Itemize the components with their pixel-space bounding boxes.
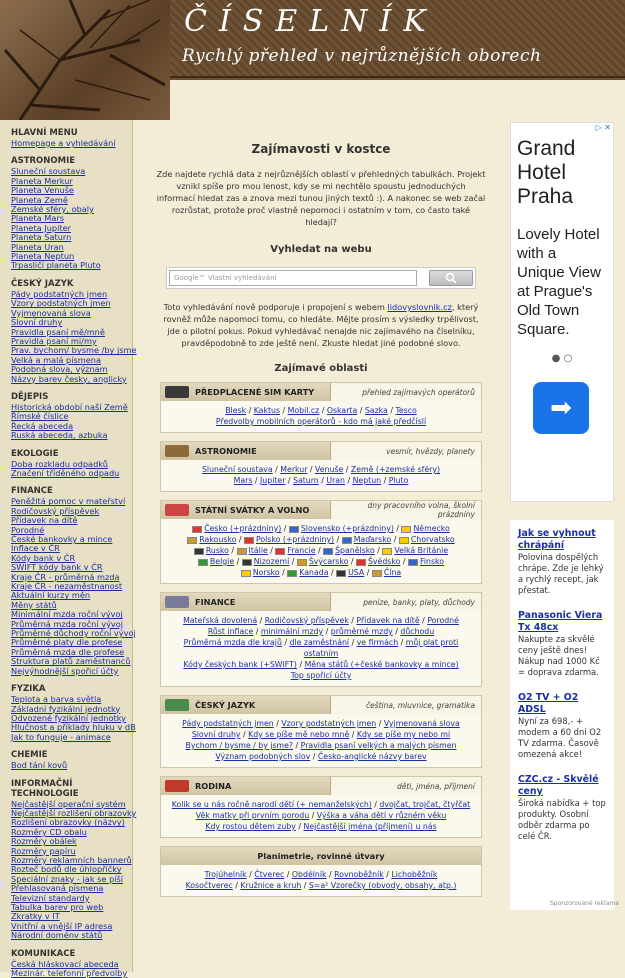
area-link[interactable]: Venuše xyxy=(315,465,344,474)
geometry-links xyxy=(161,865,481,896)
link-row: Pády podstatných jmen / Vzory podstatných jmen / Vyjmenovaná slova xyxy=(182,719,460,728)
area-link[interactable]: Čína xyxy=(383,568,402,577)
sidebar-link[interactable]: Planeta Merkur xyxy=(11,175,73,186)
text-ad-description: Široká nabídka + top produkty. Osobní odběr zdarma po celé ČR. xyxy=(518,798,606,841)
area-link[interactable]: Výška a váha dětí v různém věku xyxy=(316,811,447,820)
area-link[interactable]: Pluto xyxy=(388,476,409,485)
area-box-label[interactable] xyxy=(161,383,331,401)
area-box-description: dny pracovního volna, školní prázdniny xyxy=(367,501,475,519)
sidebar-link[interactable]: Planeta Venuše xyxy=(11,185,74,196)
ads-footer: Sponzorované reklama xyxy=(550,900,619,907)
flag-icon xyxy=(244,537,254,544)
sidebar-link[interactable]: Homepage a vyhledávání xyxy=(11,138,116,148)
area-link[interactable]: Belgie xyxy=(209,557,235,566)
sidebar-link[interactable]: Planeta Saturn xyxy=(11,232,72,243)
link-row: Průměrná mzda dle krajů / dle zaměstnání / ve firmách / můj plat proti ostatním xyxy=(183,638,459,658)
area-box-title[interactable]: PŘEDPLACENÉ SIM KARTY xyxy=(195,387,315,397)
area-link[interactable]: Saturn xyxy=(293,476,319,485)
area-link[interactable]: Kódy českých bank (+SWIFT) xyxy=(183,660,297,669)
sidebar-heading: FYZIKA xyxy=(11,684,46,695)
category-icon xyxy=(165,445,189,457)
category-icon xyxy=(165,504,189,516)
geometry-link[interactable]: Kosočtverec xyxy=(185,881,233,890)
sidebar-link[interactable]: Rozměry papíru xyxy=(11,845,76,856)
sidebar-link[interactable]: Průměrné platy dle profese xyxy=(11,637,123,648)
flag-icon xyxy=(192,526,202,533)
area-link[interactable]: Význam podobných slov xyxy=(215,752,311,761)
area-link[interactable]: Česko-anglické názvy barev xyxy=(317,752,427,761)
area-link[interactable]: Mars xyxy=(233,476,253,485)
sidebar-link[interactable]: Rozteč bodů dle úhlopříčky xyxy=(11,864,122,875)
area-box xyxy=(160,776,482,838)
area-link[interactable]: Mobil.cz xyxy=(287,406,320,415)
flag-icon xyxy=(323,548,333,555)
sidebar-link[interactable]: Rozměry CD obalu xyxy=(11,826,87,837)
sidebar-heading: DĚJEPIS xyxy=(11,391,49,402)
link-row: Rusko / Itálie / Francie / Španělsko / Velká Británie xyxy=(167,545,475,556)
flag-icon xyxy=(336,570,346,577)
flag-icon xyxy=(382,548,392,555)
area-boxes xyxy=(148,382,494,838)
area-link[interactable]: Rusko xyxy=(205,546,229,555)
area-box xyxy=(160,382,482,433)
flag-icon xyxy=(289,526,299,533)
area-box-header xyxy=(161,501,481,519)
sidebar-link[interactable]: Aktuální kurzy měn xyxy=(11,590,91,601)
sidebar-link[interactable]: Základní fyzikální jednotky xyxy=(11,703,121,714)
area-link[interactable]: důchodu xyxy=(400,627,435,636)
sidebar-link[interactable]: SWIFT kódy bank v ČR xyxy=(11,562,103,573)
flag-icon xyxy=(198,559,208,566)
intro-text: Zde najdete rychlá data z nejrůznějších oblastí v přehledných tabulkách. Projekt vznikl spíše pro mou lenost, kdy se mi nechtělo spoustu jednoduchých informací hledat zas a znova mezi tunou jiných textů :). A nakonec se web začal rozrůstat, protože proč vlastně nepomoci i ostatním v tom, co často také hledají? xyxy=(156,169,486,227)
area-link[interactable]: Top spořicí účty xyxy=(290,671,352,680)
sidebar-link[interactable]: Nejčastější rozlišení obrazovky xyxy=(11,807,137,818)
link-row: Mars / Jupiter / Saturn / Uran / Neptun / Pluto xyxy=(233,476,409,485)
text-ad-title[interactable]: Panasonic Viera Tx 48cx xyxy=(518,610,603,633)
search-note-part: Toto vyhledávání nově podporuje i propojení s webem xyxy=(163,302,388,312)
sidebar-link[interactable]: Peněžitá pomoc v mateřství xyxy=(11,496,126,507)
area-box xyxy=(160,592,482,687)
area-box xyxy=(160,441,482,492)
area-box-header xyxy=(161,442,481,460)
sidebar-heading: ASTRONOMIE xyxy=(11,156,76,167)
sidebar-link[interactable]: Nejvýhodnější spořicí účty xyxy=(11,665,119,676)
sidebar-link[interactable]: Sluneční soustava xyxy=(11,166,86,177)
area-link[interactable]: Španělsko xyxy=(335,546,375,555)
flag-icon xyxy=(237,548,247,555)
sidebar-link[interactable]: Podobná slova, význam xyxy=(11,364,108,375)
sidebar-link[interactable]: Mezinár. telefonní předvolby xyxy=(11,968,128,978)
sidebar-link[interactable]: Planeta Uran xyxy=(11,241,64,252)
ad-headline[interactable]: Grand Hotel Praha xyxy=(517,137,576,208)
link-row: Bychom / bysme / by jsme? / Pravidla psaní velkých a malých písmen xyxy=(185,741,457,750)
area-box-description: přehled zajímavých operátorů xyxy=(362,387,475,397)
link-row: Blesk / Kaktus / Mobil.cz / Oskarta / Sazka / Tesco xyxy=(225,406,417,415)
area-link[interactable]: Rodičovský příspěvek xyxy=(264,616,349,625)
flag-icon xyxy=(408,559,418,566)
link-row: Trojúhelník / Čtverec / Obdélník / Rovnoběžník / Lichoběžník xyxy=(204,870,438,879)
area-box-title[interactable]: ČESKÝ JAZYK xyxy=(195,700,256,710)
area-box-title[interactable]: ASTRONOMIE xyxy=(195,446,257,456)
link-row xyxy=(167,670,475,681)
sidebar-section xyxy=(11,278,137,384)
display-ad[interactable] xyxy=(510,122,614,502)
area-box-links xyxy=(161,714,481,767)
sidebar-link[interactable]: Speciální znaky - jak se píší xyxy=(11,873,124,884)
sidebar-section xyxy=(11,684,136,742)
area-link[interactable]: Jupiter xyxy=(260,476,286,485)
sidebar-link[interactable]: Teplota a barva světla xyxy=(11,694,102,705)
area-link[interactable]: Pravidla psaní velkých a malých písmen xyxy=(300,741,457,750)
area-link[interactable]: Nizozemí xyxy=(253,557,290,566)
area-box xyxy=(160,500,482,584)
area-box-header xyxy=(161,777,481,795)
header-strip xyxy=(170,80,625,120)
area-link[interactable]: Merkur xyxy=(280,465,308,474)
area-link[interactable]: Mateřská dovolená xyxy=(183,616,258,625)
category-icon xyxy=(165,780,189,792)
area-box-links xyxy=(161,460,481,491)
sidebar-heading: ČESKÝ JAZYK xyxy=(11,278,74,289)
flag-icon xyxy=(187,537,197,544)
sidebar-link[interactable]: Rodičovský příspěvek xyxy=(11,505,100,516)
area-box-description: čeština, mluvnice, gramatika xyxy=(365,700,475,710)
sidebar-link[interactable]: Kraje ČR - průměrná mzda xyxy=(11,571,120,582)
link-row: Kosočtverec / Kružnice a kruh / S=a² Vzorečky (obvody, obsahy, atp.) xyxy=(185,881,457,890)
text-ad-description: Nakupte za skvělé ceny ještě dnes! Nákup nad 1000 Kč = doprava zdarma. xyxy=(518,634,600,677)
sidebar-link[interactable]: Přídavek na dítě xyxy=(11,515,78,526)
area-link[interactable]: Kanada xyxy=(299,568,329,577)
area-link[interactable]: Kdy se píše my nebo mi xyxy=(356,730,451,739)
site-subtitle: Rychlý přehled v nejrůznějších oborech xyxy=(182,46,542,66)
sidebar-link[interactable]: Vnitřní a vnější IP adresa xyxy=(11,920,113,931)
sidebar-link[interactable]: Planeta Neptun xyxy=(11,251,75,262)
tree-header-image xyxy=(0,0,170,120)
link-row: Slovní druhy / Kdy se píše mě nebo mně / Kdy se píše my nebo mi xyxy=(191,730,451,739)
sidebar-link[interactable]: Pravidla psaní mi/my xyxy=(11,335,97,346)
area-link[interactable]: Měna států (+české bankovky a mince) xyxy=(304,660,459,669)
area-link[interactable]: Francie xyxy=(287,546,316,555)
area-link[interactable]: Přídavek na dítě xyxy=(356,616,420,625)
geometry-link[interactable]: Obdélník xyxy=(291,870,327,879)
link-row: Význam podobných slov / Česko-anglické názvy barev xyxy=(215,752,427,761)
sidebar-link[interactable]: Průměrné důchody roční vývoj xyxy=(11,628,136,639)
area-box-title[interactable]: FINANCE xyxy=(195,597,236,607)
sidebar-link[interactable]: Minimální mzda roční vývoj xyxy=(11,609,123,620)
main-content xyxy=(148,120,494,972)
area-link[interactable]: Maďarsko xyxy=(353,535,392,544)
flag-icon xyxy=(372,570,382,577)
area-link[interactable]: Bychom / bysme / by jsme? xyxy=(185,741,294,750)
sidebar-link[interactable]: Kódy bank v ČR xyxy=(11,552,76,563)
area-box-label[interactable] xyxy=(161,442,331,460)
area-box-label[interactable] xyxy=(161,696,331,714)
geometry-link[interactable]: Lichoběžník xyxy=(391,870,438,879)
sidebar-link[interactable]: Jak to funguje - animace xyxy=(11,731,111,742)
sidebar-link[interactable]: Slovní druhy xyxy=(11,317,63,328)
link-row: Mateřská dovolená / Rodičovský příspěvek / Přídavek na dítě / Porodné xyxy=(183,616,459,625)
title-banner xyxy=(170,0,625,78)
area-box-header xyxy=(161,696,481,714)
area-box-header xyxy=(161,383,481,401)
area-link[interactable]: Neptun xyxy=(352,476,382,485)
sidebar-link[interactable]: Planeta Mars xyxy=(11,213,64,224)
area-box-label[interactable] xyxy=(161,593,331,611)
intro-title: Zajímavosti v kostce xyxy=(251,142,391,156)
sidebar-link[interactable]: Doba rozkladu odpadků xyxy=(11,458,108,469)
sidebar-link[interactable]: Značení tříděného odpadu xyxy=(11,467,120,478)
area-box-title[interactable]: STÁTNÍ SVÁTKY A VOLNO xyxy=(195,505,310,515)
area-link[interactable]: Chorvatsko xyxy=(410,535,455,544)
sidebar-link[interactable]: Zkratky v IT xyxy=(11,911,60,922)
area-link[interactable]: ve firmách xyxy=(356,638,399,647)
area-link[interactable]: Česko (+prázdniny) xyxy=(204,524,282,533)
sidebar-link[interactable]: Průměrná mzda dle profese xyxy=(11,646,125,657)
area-box-title[interactable]: RODINA xyxy=(195,781,232,791)
ad-carousel-dots[interactable]: ● ○ xyxy=(551,353,573,364)
sidebar-link[interactable]: Národní doménv států xyxy=(11,930,103,941)
sidebar-link[interactable]: Kraje ČR - nezaměstnanost xyxy=(11,581,123,592)
geometry-link[interactable]: Trojúhelník xyxy=(204,870,247,879)
sidebar-link[interactable]: Vzory podstatných jmen xyxy=(11,298,111,309)
search-note-part: , který rovněž může napomoci tomu, co hledáte. Mějte prosím s výsledky trpělivost, jde o pilotní pokus. Pokud vyhledávač nenajde nic zajímavého na číselníku, pravděpodobně to zde ještě není. Zkuste hledat jiné podobné slovo. xyxy=(163,302,479,348)
sidebar-link[interactable]: Tabulka barev pro web xyxy=(11,902,104,912)
link-row: Česko (+prázdniny) / Slovensko (+prázdniny) / Německo xyxy=(167,523,475,534)
area-link[interactable]: minimální mzdy xyxy=(260,627,324,636)
category-icon xyxy=(165,386,189,398)
sidebar-section xyxy=(11,449,132,479)
sidebar-link[interactable]: Nejčastější operační systém xyxy=(11,798,126,809)
sidebar-link[interactable]: Bod tání kovů xyxy=(11,760,68,771)
sidebar-link[interactable]: Velká a malá písmena xyxy=(11,354,101,365)
area-link[interactable]: Kaktus xyxy=(253,406,281,415)
area-link[interactable]: Sluneční soustava xyxy=(201,465,273,474)
sidebar-heading: FINANCE xyxy=(11,486,53,497)
area-link[interactable]: Sazka xyxy=(364,406,388,415)
link-row: Sluneční soustava / Merkur / Venuše / Země (+zemské sféry) xyxy=(201,465,441,474)
area-link[interactable]: Kdy se píše mě nebo mně xyxy=(248,730,350,739)
sidebar-link[interactable]: Planeta Země xyxy=(11,194,68,205)
text-ad-title[interactable]: Jak se vyhnout chrápání xyxy=(518,528,596,551)
area-link[interactable]: Kolik se u nás ročně narodí dětí (+ nemanželských) xyxy=(171,800,372,809)
page-header xyxy=(0,0,625,120)
area-link[interactable]: Předvolby mobilních operátorů - kdo má jaké předčíslí xyxy=(215,417,427,426)
area-link[interactable]: Velká Británie xyxy=(394,546,449,555)
sidebar-section xyxy=(11,486,136,676)
area-link[interactable]: Slovensko (+prázdniny) xyxy=(300,524,394,533)
sidebar-link[interactable]: Hlučnost a příklady hluku v dB xyxy=(11,722,136,733)
sidebar-link[interactable]: Měny států xyxy=(11,599,57,610)
area-box-description: vesmír, hvězdy, planety xyxy=(386,446,475,456)
text-ads xyxy=(510,520,614,910)
sidebar-link[interactable]: Inflace v ČR xyxy=(11,543,60,554)
area-link[interactable]: Nejčastější jména (příjmení) u nás xyxy=(303,822,437,831)
area-link[interactable]: Průměrná mzda dle krajů xyxy=(183,638,282,647)
area-link[interactable]: Blesk xyxy=(225,406,247,415)
sidebar-link[interactable]: Názvy barev česky, anglicky xyxy=(11,373,127,384)
geometry-link[interactable]: Čtverec xyxy=(254,870,285,879)
area-box-description: peníze, banky, platy, důchody xyxy=(363,597,475,607)
area-link[interactable]: Kdy rostou dětem zuby xyxy=(205,822,296,831)
geometry-link[interactable]: Rovnoběžník xyxy=(334,870,384,879)
ad-description[interactable]: Lovely Hotel with a Unique View at Prague's Old Town Square. xyxy=(517,226,601,338)
areas-title: Zajímavé oblasti xyxy=(274,363,368,374)
area-box-header xyxy=(161,593,481,611)
area-link[interactable]: Vyjmenovaná slova xyxy=(383,719,460,728)
area-link[interactable]: Německo xyxy=(413,524,450,533)
area-link[interactable]: Oskarta xyxy=(326,406,358,415)
link-row: Růst inflace / minimální mzdy / průměrné mzdy / důchodu xyxy=(207,627,435,636)
area-link[interactable]: Země (+zemské sféry) xyxy=(350,465,441,474)
text-ad-title[interactable]: CZC.cz - Skvělé ceny xyxy=(518,774,599,797)
sidebar-heading: EKOLOGIE xyxy=(11,448,59,459)
search-title: Vyhledat na webu xyxy=(270,244,372,255)
sidebar-link[interactable]: Zemské sféry, obaly xyxy=(11,204,94,215)
flag-icon xyxy=(399,537,409,544)
area-link[interactable]: Rakousko xyxy=(199,535,237,544)
sidebar-link[interactable]: Vyjmenovaná slova xyxy=(11,307,91,318)
flag-icon xyxy=(356,559,366,566)
flag-icon xyxy=(275,548,285,555)
flag-icon xyxy=(401,526,411,533)
search-input[interactable]: Google™ Vlastní vyhledávání xyxy=(169,270,417,286)
sidebar-link[interactable]: Přehlasovaná písmena xyxy=(11,883,104,894)
sidebar-link[interactable]: Pravidla psaní mě/mně xyxy=(11,326,105,337)
area-box-links xyxy=(161,611,481,686)
area-link[interactable]: Věk matky při prvním porodu xyxy=(195,811,310,820)
search-button[interactable] xyxy=(429,270,473,286)
area-box-links xyxy=(161,519,481,583)
category-icon xyxy=(165,596,189,608)
sidebar-link[interactable]: České bankovky a mince xyxy=(11,534,113,544)
area-box-label[interactable] xyxy=(161,777,331,795)
area-link[interactable]: USA xyxy=(348,568,365,577)
text-ad-description: Nyní za 698,- + modem a 60 dní O2 TV zdarma. Časově omezená akce! xyxy=(518,716,602,759)
area-link[interactable]: Švédsko xyxy=(367,557,401,566)
link-row xyxy=(167,416,475,427)
sidebar-link[interactable]: Historická období naší Země xyxy=(11,401,128,412)
sidebar-menu xyxy=(0,120,137,978)
sidebar-link[interactable]: Rozměry obálek xyxy=(11,836,77,847)
sidebar-section xyxy=(11,128,132,148)
area-box-label[interactable] xyxy=(161,501,331,519)
flag-icon xyxy=(242,559,252,566)
area-link[interactable]: Uran xyxy=(326,476,345,485)
sidebar-link[interactable]: Prav. bychom/ bysme /by jsme xyxy=(11,345,137,356)
area-link[interactable]: Tesco xyxy=(395,406,417,415)
flag-icon xyxy=(342,537,352,544)
flag-icon xyxy=(194,548,204,555)
geometry-link[interactable]: Kružnice a kruh xyxy=(240,881,302,890)
sidebar-link[interactable]: Ruská abeceda, azbuka xyxy=(11,430,108,441)
link-row: Kódy českých bank (+SWIFT) / Měna států (+české bankovky a mince) xyxy=(183,660,459,669)
sidebar-link[interactable]: Televizní standardy xyxy=(11,892,90,903)
ad-arrow-button[interactable]: ➡ xyxy=(533,382,589,434)
text-ad-title[interactable]: O2 TV + O2 ADSL xyxy=(518,692,579,715)
sidebar-link[interactable]: Řecká abeceda xyxy=(11,420,74,431)
area-box xyxy=(160,695,482,768)
sidebar-link[interactable]: Pády podstatných jmen xyxy=(11,288,108,299)
sidebar-link[interactable]: Rozlišení obrazovky (názvy) xyxy=(11,817,125,828)
area-link[interactable]: Porodné xyxy=(427,616,459,625)
sidebar-link[interactable]: Průměrná mzda roční vývoj xyxy=(11,618,124,629)
area-link[interactable]: Vzory podstatných jmen xyxy=(281,719,377,728)
search-box xyxy=(166,267,476,289)
area-link[interactable]: Růst inflace xyxy=(207,627,254,636)
sidebar-section xyxy=(11,156,132,270)
area-link[interactable]: Itálie xyxy=(248,546,268,555)
sidebar-link[interactable]: Česká hláskovací abeceda xyxy=(11,958,119,969)
search-icon xyxy=(445,272,457,284)
area-link[interactable]: Polsko (+prázdniny) xyxy=(255,535,335,544)
area-link[interactable]: průměrné mzdy xyxy=(330,627,393,636)
sidebar-link[interactable]: Odvozené fyzikální jednotky xyxy=(11,712,126,723)
area-link[interactable]: Švýcarsko xyxy=(308,557,349,566)
area-link[interactable]: můj plat proti ostatním xyxy=(303,638,459,658)
sidebar-heading: INFORMAČNÍ TECHNOLOGIE xyxy=(11,778,79,799)
area-link[interactable]: dvojčat, trojčat, čtyřčat xyxy=(379,800,471,809)
flag-icon xyxy=(297,559,307,566)
flag-icon xyxy=(287,570,297,577)
sidebar-link[interactable]: Římské číslice xyxy=(11,411,69,422)
sidebar-link[interactable]: Trpasličí planeta Pluto xyxy=(11,260,101,271)
sidebar-heading: CHEMIE xyxy=(11,750,48,761)
link-row: Věk matky při prvním porodu / Výška a váha dětí v různém věku xyxy=(195,811,447,820)
link-row: Kdy rostou dětem zuby / Nejčastější jména (příjmení) u nás xyxy=(205,822,437,831)
sidebar-section xyxy=(11,949,132,978)
area-link[interactable]: dle zaměstnání xyxy=(289,638,350,647)
lidovyslovnik-link[interactable]: lidovyslovnik.cz xyxy=(387,302,452,312)
search-note xyxy=(156,301,486,349)
area-link[interactable]: Finsko xyxy=(419,557,445,566)
sidebar-heading: KOMUNIKACE xyxy=(11,948,76,959)
sidebar-section xyxy=(11,750,132,770)
link-row: Norsko / Kanada / USA / Čína xyxy=(167,567,475,578)
geometry-box xyxy=(160,846,482,897)
tree-branches xyxy=(0,0,170,120)
area-box-links xyxy=(161,401,481,432)
geometry-title: Planimetrie, rovinné útvary xyxy=(257,851,385,861)
adchoices-icon[interactable]: ▷ ✕ xyxy=(595,123,611,132)
flag-icon xyxy=(241,570,251,577)
area-link[interactable]: Norsko xyxy=(252,568,280,577)
text-ad-description: Polovina dospělých chrápe. Zde je lehký a rychlý recept, jak přestat. xyxy=(518,552,604,595)
link-row: Rakousko / Polsko (+prázdniny) / Maďarsko / Chorvatsko xyxy=(167,534,475,545)
area-link[interactable]: Pády podstatných jmen xyxy=(182,719,274,728)
link-row: Belgie / Nizozemí / Švýcarsko / Švédsko / Finsko xyxy=(167,556,475,567)
area-box-links xyxy=(161,795,481,837)
sidebar-section xyxy=(11,778,137,941)
area-box-description: děti, jména, příjmení xyxy=(396,781,475,791)
link-row: Kolik se u nás ročně narodí dětí (+ nemanželských) / dvojčat, trojčat, čtyřčat xyxy=(171,800,471,809)
area-link[interactable]: Slovní druhy xyxy=(191,730,241,739)
category-icon xyxy=(165,699,189,711)
sidebar-link[interactable]: Planeta Jupiter xyxy=(11,222,71,233)
sidebar-link[interactable]: Rozměry reklamních bannerů xyxy=(11,854,132,865)
sidebar-heading: HLAVNÍ MENU xyxy=(11,128,78,138)
sidebar-link[interactable]: Struktura platů zaměstnanců xyxy=(11,656,131,667)
geometry-link[interactable]: S=a² Vzorečky (obvody, obsahy, atp.) xyxy=(308,881,457,890)
site-title: ČÍSELNÍK xyxy=(184,4,438,39)
sidebar-link[interactable]: Porodné xyxy=(11,524,45,535)
sidebar-section xyxy=(11,392,132,441)
